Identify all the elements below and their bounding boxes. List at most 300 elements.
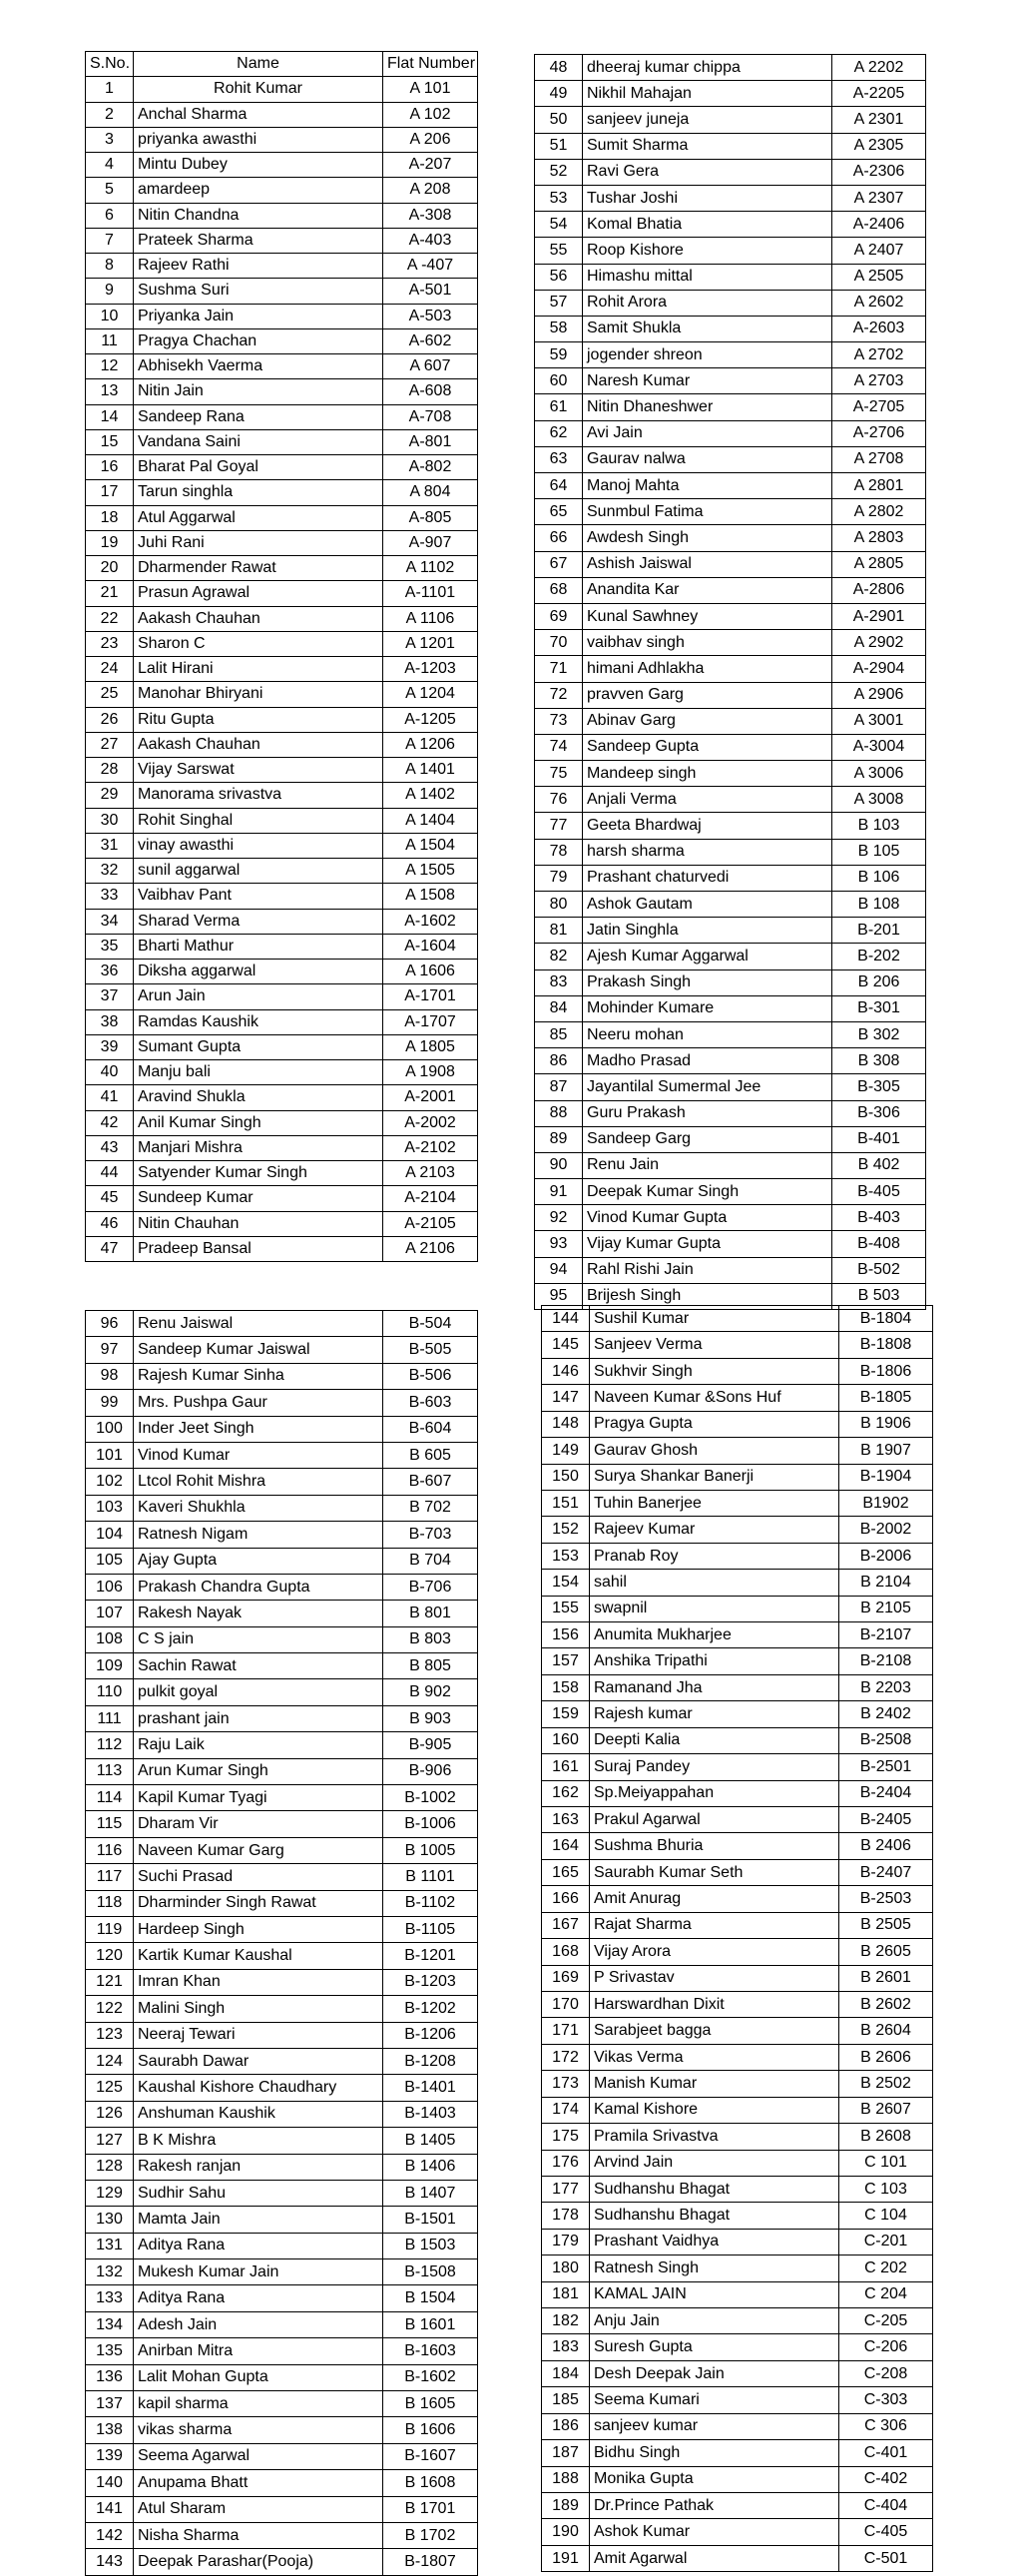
row-sno: 110 xyxy=(86,1679,134,1705)
row-name: Surya Shankar Banerji xyxy=(590,1464,839,1490)
row-name: Komal Bhatia xyxy=(583,212,832,238)
row-sno: 23 xyxy=(86,631,134,656)
table-row xyxy=(86,707,478,732)
row-sno: 26 xyxy=(86,707,134,732)
row-sno: 158 xyxy=(542,1674,590,1700)
row-name: Sandeep Rana xyxy=(134,404,383,429)
row-name: Harswardhan Dixit xyxy=(590,1991,839,2017)
row-sno: 69 xyxy=(535,603,583,629)
row-flat-number: B 1907 xyxy=(839,1438,933,1464)
row-flat-number: C 204 xyxy=(839,2281,933,2307)
row-flat-number: B 2505 xyxy=(839,1912,933,1938)
row-name: himani Adhlakha xyxy=(583,656,832,682)
row-sno: 104 xyxy=(86,1522,134,1548)
row-name: Neeraj Tewari xyxy=(134,2022,383,2048)
row-sno: 135 xyxy=(86,2338,134,2364)
table-row xyxy=(542,2150,933,2176)
table-row xyxy=(542,1358,933,1384)
table-row xyxy=(535,1205,926,1231)
table-row xyxy=(535,525,926,551)
table-row xyxy=(86,1211,478,1236)
row-name: Rajeev Rathi xyxy=(134,254,383,279)
table-row xyxy=(542,1490,933,1516)
row-name: Desh Deepak Jain xyxy=(590,2360,839,2386)
row-name: Prashant chaturvedi xyxy=(583,865,832,891)
table-row xyxy=(86,606,478,631)
table-row xyxy=(542,1912,933,1938)
row-name: Mukesh Kumar Jain xyxy=(134,2259,383,2285)
table-row xyxy=(86,631,478,656)
row-name: Ltcol Rohit Mishra xyxy=(134,1469,383,1495)
row-flat-number: A 1106 xyxy=(383,606,478,631)
table-row xyxy=(542,2360,933,2386)
row-name: Brijesh Singh xyxy=(583,1283,832,1309)
row-flat-number: A 101 xyxy=(383,77,478,102)
row-name: Deepti Kalia xyxy=(590,1727,839,1753)
table-row xyxy=(86,2180,478,2206)
row-sno: 109 xyxy=(86,1653,134,1679)
row-sno: 167 xyxy=(542,1912,590,1938)
row-flat-number: A-1101 xyxy=(383,581,478,606)
row-flat-number: B 2104 xyxy=(839,1570,933,1596)
row-name: Rajeev Kumar xyxy=(590,1517,839,1543)
row-sno: 174 xyxy=(542,2097,590,2123)
table-row xyxy=(535,865,926,891)
row-sno: 6 xyxy=(86,203,134,228)
row-sno: 163 xyxy=(542,1807,590,1833)
table-row xyxy=(86,1574,478,1600)
row-name: Sudhanshu Bhagat xyxy=(590,2176,839,2202)
table-row xyxy=(535,420,926,446)
row-flat-number: A 804 xyxy=(383,480,478,505)
row-flat-number: A-907 xyxy=(383,530,478,555)
table-row xyxy=(86,279,478,304)
row-sno: 127 xyxy=(86,2128,134,2154)
row-flat-number: B-2107 xyxy=(839,1622,933,1648)
row-name: Pramila Srivastva xyxy=(590,2124,839,2150)
table-row xyxy=(86,2549,478,2575)
row-name: Aditya Rana xyxy=(134,2233,383,2258)
row-sno: 20 xyxy=(86,556,134,581)
row-sno: 52 xyxy=(535,159,583,185)
row-name: Rajesh Kumar Sinha xyxy=(134,1363,383,1389)
row-flat-number: B 503 xyxy=(832,1283,926,1309)
row-flat-number: C 104 xyxy=(839,2203,933,2229)
row-name: Anshika Tripathi xyxy=(590,1648,839,1674)
table-row xyxy=(86,379,478,404)
row-name: Abinav Garg xyxy=(583,708,832,734)
row-flat-number: A 1606 xyxy=(383,960,478,984)
row-sno: 142 xyxy=(86,2522,134,2548)
row-flat-number: B-408 xyxy=(832,1231,926,1257)
table-row xyxy=(86,1009,478,1034)
row-name: Sandeep Kumar Jaiswal xyxy=(134,1337,383,1363)
row-flat-number: A-802 xyxy=(383,455,478,480)
row-name: Sundeep Kumar xyxy=(134,1186,383,1211)
row-flat-number: A-403 xyxy=(383,228,478,253)
row-sno: 82 xyxy=(535,944,583,969)
row-name: Pradeep Bansal xyxy=(134,1236,383,1261)
row-flat-number: A 2301 xyxy=(832,107,926,133)
table-row xyxy=(535,1152,926,1178)
row-flat-number: B-202 xyxy=(832,944,926,969)
table-row xyxy=(542,1543,933,1569)
row-name: Manju bali xyxy=(134,1060,383,1085)
row-name: Dharminder Singh Rawat xyxy=(134,1890,383,1916)
table-row xyxy=(535,892,926,918)
row-flat-number: B-1202 xyxy=(383,1996,478,2022)
row-name: Inder Jeet Singh xyxy=(134,1416,383,1442)
row-name: Saurabh Dawar xyxy=(134,2048,383,2074)
table-row xyxy=(86,1943,478,1969)
table-row xyxy=(542,1596,933,1621)
row-name: Prasun Agrawal xyxy=(134,581,383,606)
row-name: Seema Agarwal xyxy=(134,2443,383,2469)
row-name: vikas sharma xyxy=(134,2417,383,2443)
row-flat-number: B-1808 xyxy=(839,1332,933,1358)
row-flat-number: B-1602 xyxy=(383,2364,478,2390)
table-row xyxy=(542,2281,933,2307)
row-sno: 11 xyxy=(86,328,134,353)
row-flat-number: A 1404 xyxy=(383,808,478,833)
table-row xyxy=(86,2128,478,2154)
table-row xyxy=(535,212,926,238)
row-flat-number: B-603 xyxy=(383,1390,478,1416)
table-row xyxy=(535,290,926,316)
table-row xyxy=(535,630,926,656)
row-name: Pragya Chachan xyxy=(134,328,383,353)
row-flat-number: B 902 xyxy=(383,1679,478,1705)
row-name: Vikas Verma xyxy=(590,2044,839,2070)
table-row xyxy=(86,1837,478,1863)
row-name: Deepak Kumar Singh xyxy=(583,1179,832,1205)
row-name: Satyender Kumar Singh xyxy=(134,1161,383,1186)
row-flat-number: A 206 xyxy=(383,127,478,152)
table-row xyxy=(86,859,478,884)
row-name: Kaveri Shukhla xyxy=(134,1495,383,1521)
table-row xyxy=(86,833,478,858)
members-table-4 xyxy=(541,1305,933,2572)
row-name: sunil aggarwal xyxy=(134,859,383,884)
row-name: Vandana Saini xyxy=(134,429,383,454)
row-sno: 111 xyxy=(86,1705,134,1731)
row-sno: 178 xyxy=(542,2203,590,2229)
row-flat-number: B 1605 xyxy=(383,2391,478,2417)
row-sno: 71 xyxy=(535,656,583,682)
row-name: Nisha Sharma xyxy=(134,2522,383,2548)
row-name: Kartik Kumar Kaushal xyxy=(134,1943,383,1969)
table-row xyxy=(542,2413,933,2439)
row-name: Vijay Sarswat xyxy=(134,758,383,783)
table-row xyxy=(542,1464,933,1490)
row-sno: 143 xyxy=(86,2549,134,2575)
row-flat-number: B 605 xyxy=(383,1442,478,1468)
table-row xyxy=(86,960,478,984)
row-flat-number: B-1805 xyxy=(839,1385,933,1411)
table-row xyxy=(535,107,926,133)
row-sno: 83 xyxy=(535,969,583,995)
table-row xyxy=(535,133,926,159)
table-row xyxy=(86,1034,478,1059)
row-sno: 99 xyxy=(86,1390,134,1416)
row-flat-number: A 208 xyxy=(383,178,478,203)
row-name: Ashok Kumar xyxy=(590,2519,839,2545)
row-name: Sunmbul Fatima xyxy=(583,499,832,525)
row-sno: 147 xyxy=(542,1385,590,1411)
table-row xyxy=(542,1833,933,1859)
row-name: Ratnesh Nigam xyxy=(134,1522,383,1548)
row-sno: 162 xyxy=(542,1780,590,1806)
row-name: Prakul Agarwal xyxy=(590,1807,839,1833)
row-flat-number: A 1201 xyxy=(383,631,478,656)
row-name: Roop Kishore xyxy=(583,238,832,264)
table-row xyxy=(86,2207,478,2233)
row-sno: 189 xyxy=(542,2492,590,2518)
row-sno: 36 xyxy=(86,960,134,984)
members-table-1 xyxy=(85,51,478,1262)
row-sno: 125 xyxy=(86,2075,134,2101)
table-row xyxy=(86,783,478,808)
row-sno: 50 xyxy=(535,107,583,133)
row-name: Mohinder Kumare xyxy=(583,995,832,1021)
table-row xyxy=(542,1886,933,1912)
table-row xyxy=(86,2154,478,2180)
table-row xyxy=(86,1785,478,1811)
row-flat-number: A 2801 xyxy=(832,473,926,499)
row-flat-number: A 1402 xyxy=(383,783,478,808)
row-flat-number: B-401 xyxy=(832,1126,926,1152)
row-flat-number: B 702 xyxy=(383,1495,478,1521)
row-flat-number: A-608 xyxy=(383,379,478,404)
row-flat-number: B-2503 xyxy=(839,1886,933,1912)
row-sno: 153 xyxy=(542,1543,590,1569)
row-flat-number: C-205 xyxy=(839,2308,933,2334)
row-sno: 152 xyxy=(542,1517,590,1543)
row-flat-number: B-2404 xyxy=(839,1780,933,1806)
table-row xyxy=(542,2466,933,2492)
row-sno: 44 xyxy=(86,1161,134,1186)
row-flat-number: C-401 xyxy=(839,2440,933,2466)
row-name: Sandeep Garg xyxy=(583,1126,832,1152)
row-sno: 65 xyxy=(535,499,583,525)
row-sno: 53 xyxy=(535,185,583,211)
row-sno: 12 xyxy=(86,354,134,379)
row-name: Suresh Gupta xyxy=(590,2334,839,2360)
row-sno: 191 xyxy=(542,2545,590,2571)
row-flat-number: B-1501 xyxy=(383,2207,478,2233)
row-sno: 133 xyxy=(86,2285,134,2311)
row-flat-number: A-308 xyxy=(383,203,478,228)
row-name: pulkit goyal xyxy=(134,1679,383,1705)
row-flat-number: B-1603 xyxy=(383,2338,478,2364)
table-row xyxy=(535,473,926,499)
row-name: Manoj Mahta xyxy=(583,473,832,499)
row-sno: 102 xyxy=(86,1469,134,1495)
row-sno: 160 xyxy=(542,1727,590,1753)
row-name: Nitin Jain xyxy=(134,379,383,404)
table-row xyxy=(86,480,478,505)
row-flat-number: B 2601 xyxy=(839,1965,933,1991)
row-name: Dharmender Rawat xyxy=(134,556,383,581)
row-name: Juhi Rani xyxy=(134,530,383,555)
table-row xyxy=(542,1965,933,1991)
row-flat-number: A-2306 xyxy=(832,159,926,185)
row-sno: 119 xyxy=(86,1916,134,1942)
row-flat-number: B 2502 xyxy=(839,2071,933,2097)
row-flat-number: B-1806 xyxy=(839,1358,933,1384)
row-name: Amit Agarwal xyxy=(590,2545,839,2571)
row-flat-number: A 2202 xyxy=(832,55,926,81)
row-flat-number: B-706 xyxy=(383,1574,478,1600)
row-flat-number: B 105 xyxy=(832,839,926,865)
row-flat-number: B 1504 xyxy=(383,2285,478,2311)
row-name: Seema Kumari xyxy=(590,2387,839,2413)
table-row xyxy=(86,153,478,178)
row-sno: 149 xyxy=(542,1438,590,1464)
table-row xyxy=(86,2233,478,2258)
table-row xyxy=(542,1385,933,1411)
row-sno: 13 xyxy=(86,379,134,404)
table-row xyxy=(542,2044,933,2070)
table-row xyxy=(542,1622,933,1648)
row-name: Vinod Kumar xyxy=(134,1442,383,1468)
row-name: Naveen Kumar &Sons Huf xyxy=(590,1385,839,1411)
row-name: amardeep xyxy=(134,178,383,203)
row-flat-number: A 2305 xyxy=(832,133,926,159)
row-sno: 150 xyxy=(542,1464,590,1490)
table-row xyxy=(542,2203,933,2229)
row-name: Sanjeev Verma xyxy=(590,1332,839,1358)
row-sno: 17 xyxy=(86,480,134,505)
row-sno: 60 xyxy=(535,368,583,394)
row-sno: 43 xyxy=(86,1135,134,1160)
row-flat-number: A 1508 xyxy=(383,884,478,909)
row-name: Avi Jain xyxy=(583,420,832,446)
row-flat-number: A-2603 xyxy=(832,316,926,341)
table-row xyxy=(86,808,478,833)
row-flat-number: B-305 xyxy=(832,1074,926,1100)
row-name: Gaurav Ghosh xyxy=(590,1438,839,1464)
row-name: Ajesh Kumar Aggarwal xyxy=(583,944,832,969)
row-sno: 96 xyxy=(86,1311,134,1337)
row-sno: 33 xyxy=(86,884,134,909)
row-flat-number: B-906 xyxy=(383,1758,478,1784)
row-sno: 22 xyxy=(86,606,134,631)
row-sno: 120 xyxy=(86,1943,134,1969)
row-name: Naresh Kumar xyxy=(583,368,832,394)
table-row xyxy=(535,1231,926,1257)
row-flat-number: A 1805 xyxy=(383,1034,478,1059)
row-name: Rajat Sharma xyxy=(590,1912,839,1938)
row-name: Kunal Sawhney xyxy=(583,603,832,629)
table-row xyxy=(86,1161,478,1186)
row-sno: 39 xyxy=(86,1034,134,1059)
row-sno: 31 xyxy=(86,833,134,858)
row-flat-number: B-2508 xyxy=(839,1727,933,1753)
row-flat-number: B-1102 xyxy=(383,1890,478,1916)
row-name: Manorama srivastva xyxy=(134,783,383,808)
row-sno: 7 xyxy=(86,228,134,253)
row-flat-number: A-1701 xyxy=(383,984,478,1009)
table-row xyxy=(86,581,478,606)
row-flat-number: B-1206 xyxy=(383,2022,478,2048)
table-row xyxy=(86,1236,478,1261)
row-flat-number: B 1503 xyxy=(383,2233,478,2258)
row-name: Naveen Kumar Garg xyxy=(134,1837,383,1863)
table-row xyxy=(86,178,478,203)
table-row xyxy=(86,758,478,783)
row-flat-number: B-306 xyxy=(832,1100,926,1126)
members-table-2 xyxy=(534,54,926,1310)
row-sno: 94 xyxy=(535,1257,583,1283)
row-name: sanjeev juneja xyxy=(583,107,832,133)
table-row xyxy=(86,2391,478,2417)
table-row xyxy=(535,969,926,995)
row-flat-number: C-206 xyxy=(839,2334,933,2360)
header-row xyxy=(86,52,478,77)
row-name: swapnil xyxy=(590,1596,839,1621)
row-name: Aditya Rana xyxy=(134,2285,383,2311)
table-row xyxy=(86,2470,478,2496)
row-sno: 86 xyxy=(535,1048,583,1074)
row-name: Prakash Chandra Gupta xyxy=(134,1574,383,1600)
row-name: Anju Jain xyxy=(590,2308,839,2334)
row-name: jogender shreon xyxy=(583,342,832,368)
row-sno: 34 xyxy=(86,909,134,934)
table-row xyxy=(535,55,926,81)
row-flat-number: B-505 xyxy=(383,1337,478,1363)
row-name: priyanka awasthi xyxy=(134,127,383,152)
row-sno: 131 xyxy=(86,2233,134,2258)
row-flat-number: B-2002 xyxy=(839,1517,933,1543)
table-row xyxy=(86,2522,478,2548)
table-row xyxy=(86,2443,478,2469)
table-row xyxy=(86,732,478,757)
row-sno: 16 xyxy=(86,455,134,480)
row-sno: 64 xyxy=(535,473,583,499)
row-name: Neeru mohan xyxy=(583,1021,832,1047)
row-sno: 80 xyxy=(535,892,583,918)
row-flat-number: C 101 xyxy=(839,2150,933,2176)
table-row xyxy=(535,839,926,865)
row-name: Vaibhav Pant xyxy=(134,884,383,909)
row-flat-number: A-2104 xyxy=(383,1186,478,1211)
row-name: Anumita Mukharjee xyxy=(590,1622,839,1648)
row-name: Awdesh Singh xyxy=(583,525,832,551)
row-flat-number: B-403 xyxy=(832,1205,926,1231)
row-name: Kaushal Kishore Chaudhary xyxy=(134,2075,383,2101)
table-row xyxy=(86,1916,478,1942)
row-name: Aravind Shukla xyxy=(134,1085,383,1110)
row-name: Samit Shukla xyxy=(583,316,832,341)
table-row xyxy=(86,984,478,1009)
row-sno: 129 xyxy=(86,2180,134,2206)
row-sno: 35 xyxy=(86,934,134,959)
row-flat-number: B 2604 xyxy=(839,2018,933,2044)
table-row xyxy=(86,1060,478,1085)
row-flat-number: A-708 xyxy=(383,404,478,429)
table-row xyxy=(535,603,926,629)
row-name: Mandeep singh xyxy=(583,761,832,787)
row-sno: 24 xyxy=(86,657,134,682)
row-name: Anil Kumar Singh xyxy=(134,1110,383,1135)
table-row xyxy=(535,316,926,341)
row-sno: 145 xyxy=(542,1332,590,1358)
table-row xyxy=(542,2519,933,2545)
table-row xyxy=(86,2496,478,2522)
table-row xyxy=(86,429,478,454)
table-row xyxy=(535,682,926,708)
